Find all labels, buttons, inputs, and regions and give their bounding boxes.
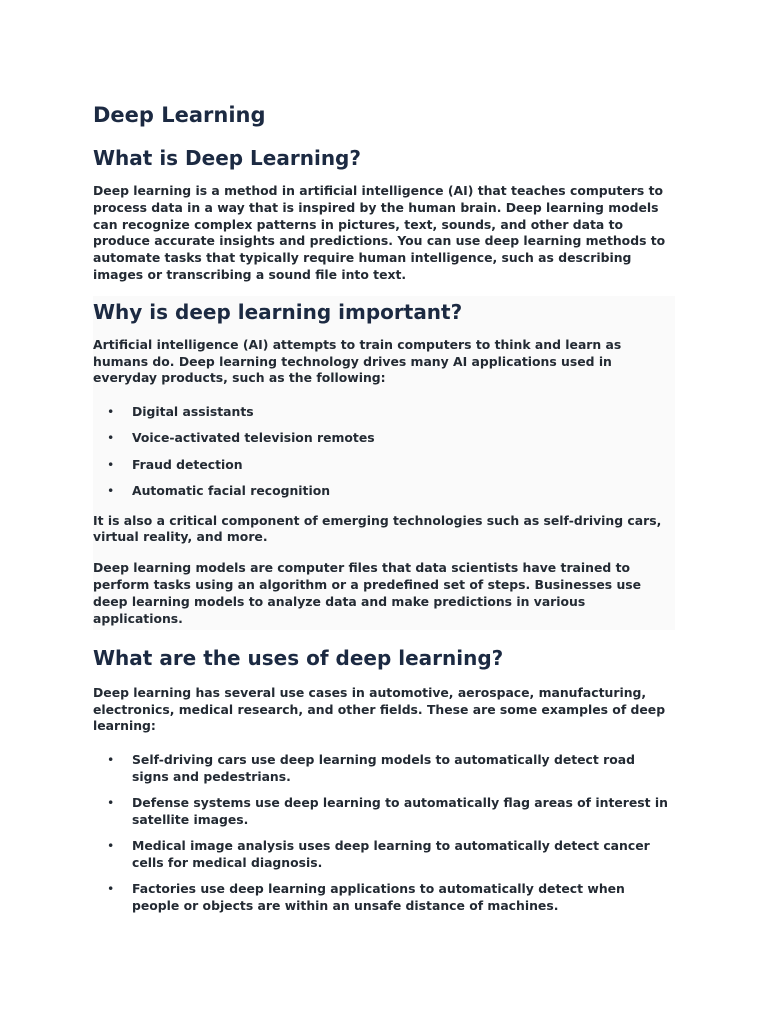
list-item [93,752,675,786]
paragraph-what-is-deep-learning: Deep learning is a method in artificial intelligence (AI) that teaches computers to process data in a way that is inspired by the human brain. Deep learning models can recognize complex patterns in pictures, text, sounds, and other data to produce accurate insights and predictions. You can use deep learning methods to automate tasks that typically require human intelligence, such as describing images or transcribing a sound file into text. [93,183,666,282]
document-page [93,100,675,924]
list-item-text: Medical image analysis uses deep learning to automatically detect cancer cells for medical diagnosis. [132,838,650,870]
list-item-text: Defense systems use deep learning to automatically flag areas of interest in satellite images. [132,795,668,827]
heading-what-is-deep-learning: What is Deep Learning? [93,146,361,170]
heading-uses-of-deep-learning: What are the uses of deep learning? [93,645,504,670]
paragraph-also-critical: It is also a critical component of emerging technologies such as self-driving cars, virtual reality, and more. [93,512,662,545]
list-item-text: Voice-activated television remotes [132,430,375,446]
bullet-icon: • [107,838,115,854]
list-item [93,838,675,872]
list-ai-applications [93,404,675,499]
bullet-icon: • [107,482,115,498]
list-item-text: Factories use deep learning applications to automatically detect when people or objects are within an unsafe distance of machines. [132,881,625,913]
list-item [93,483,675,500]
why-important-panel [93,296,675,630]
bullet-icon: • [107,752,115,768]
document-title: Deep Learning [93,103,266,127]
list-use-examples [93,752,675,915]
list-item [93,795,675,829]
bullet-icon: • [107,456,115,472]
bullet-icon: • [107,430,115,446]
list-item [93,430,675,447]
list-item [93,404,675,421]
list-item [93,457,675,474]
list-item-text: Fraud detection [132,456,243,472]
bullet-icon: • [107,404,115,420]
paragraph-deep-learning-models: Deep learning models are computer files that data scientists have trained to perform tasks using an algorithm or a predefined set of steps. Businesses use deep learning models to analyze data and make predictions in various applications. [93,560,642,626]
list-item [93,881,675,915]
paragraph-why-intro: Artificial intelligence (AI) attempts to train computers to think and learn as humans do. Deep learning technology drives many AI applications used in everyday products, such as the following: [93,336,622,386]
list-item-text: Digital assistants [132,404,254,420]
list-item-text: Self-driving cars use deep learning models to automatically detect road signs and pedestrians. [132,752,635,784]
bullet-icon: • [107,881,115,897]
bullet-icon: • [107,795,115,811]
list-item-text: Automatic facial recognition [132,482,331,498]
paragraph-uses-intro: Deep learning has several use cases in automotive, aerospace, manufacturing, electronics, medical research, and other fields. These are some examples of deep learning: [93,684,666,734]
heading-why-important: Why is deep learning important? [93,299,463,324]
